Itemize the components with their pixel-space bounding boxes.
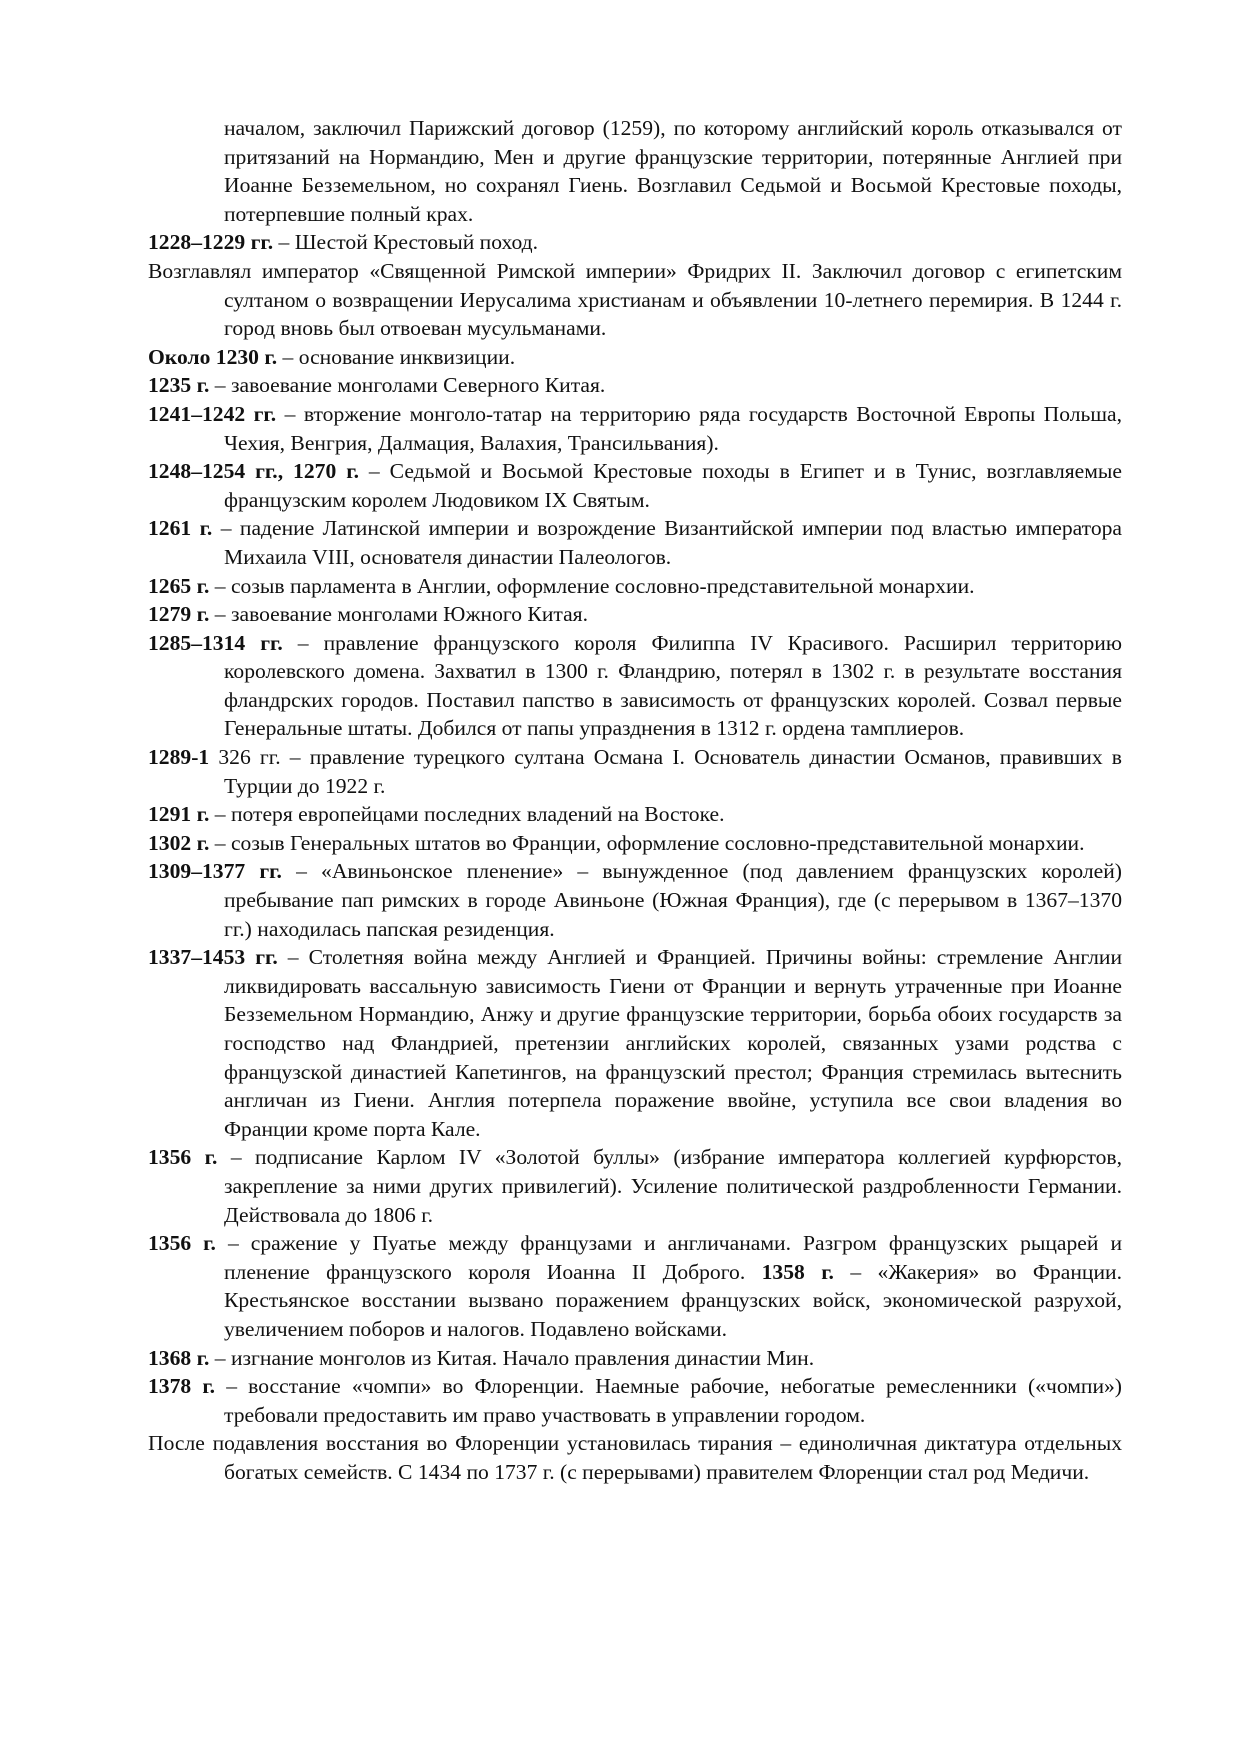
entry-date: Около 1230 г. [148, 344, 278, 369]
chronology-entry [148, 943, 1122, 1143]
chronology-entry [148, 514, 1122, 571]
entry-date: 1291 г. [148, 802, 210, 827]
entry-date: 1356 г. [148, 1145, 218, 1170]
entry-text: – «Авиньонское пленение» – вынужденное (под давлением французских королей) пребывание пап римских в городе Авиньоне (Южная Франция), где (с перерывом в 1367–1370 гг.) находилась папская резиденция. [224, 859, 1122, 941]
entry-date: 1309–1377 гг. [148, 859, 282, 884]
entry-date: 1248–1254 гг., 1270 г. [148, 459, 359, 484]
chronology-entry [148, 257, 1122, 343]
entry-text: – «Жакерия» во Франции. Крестьянское восстании вызвано поражением французских войск, экономической разрухой, увеличением поборов и налогов. Подавлено войсками. [224, 1259, 1122, 1341]
chronology-list [148, 228, 1122, 1486]
entry-date: 1356 г. [148, 1231, 216, 1256]
chronology-entry [148, 1429, 1122, 1486]
chronology-entry [148, 371, 1122, 400]
entry-date: 1285–1314 гг. [148, 630, 283, 655]
chronology-entry [148, 457, 1122, 514]
entry-text: – восстание «чомпи» во Флоренции. Наемные рабочие, небогатые ремесленники («чомпи») требовали предоставить им право участвовать в управлении городом. [215, 1374, 1122, 1427]
chronology-entry [148, 1229, 1122, 1343]
entry-date: 1265 г. [148, 573, 210, 598]
chronology-entry [148, 743, 1122, 800]
entry-text: 326 гг. – правление турецкого султана Османа I. Основатель династии Османов, правивших в Турции до 1922 г. [209, 745, 1122, 798]
entry-date: 1279 г. [148, 602, 210, 627]
entry-text: – созыв парламента в Англии, оформление сословно-представительной монархии. [209, 573, 975, 598]
chronology-entry [148, 629, 1122, 743]
entry-text: – завоевание монголами Южного Китая. [209, 602, 588, 627]
entry-text: – завоевание монголами Северного Китая. [209, 373, 606, 398]
entry-text: – вторжение монголо-татар на территорию ряда государств Восточной Европы Польша, Чехия, Венгрия, Далмация, Валахия, Трансильвания). [224, 401, 1122, 455]
entry-text: – Шестой Крестовый поход. [273, 230, 539, 255]
chronology-entry [148, 343, 1122, 372]
chronology-entry [148, 800, 1122, 829]
entry-date: 1337–1453 гг. [148, 945, 278, 970]
chronology-entry [148, 1143, 1122, 1229]
chronology-entry [148, 600, 1122, 629]
entry-date: 1302 г. [148, 830, 210, 855]
entry-text: – основание инквизиции. [277, 344, 516, 369]
chronology-entry [148, 572, 1122, 601]
entry-text: После подавления восстания во Флоренции установилась тирания – единоличная диктатура отдельных богатых семейств. С 1434 по 1737 г. (с перерывами) правителем Флоренции стал род Медичи. [148, 1431, 1122, 1484]
entry-date: 1378 г. [148, 1374, 216, 1399]
document-page [148, 114, 1122, 1487]
entry-date: 1289-1 [148, 745, 210, 770]
entry-text: – правление французского короля Филиппа IV Красивого. Расширил территорию королевского домена. Захватил в 1300 г. Фландрию, потерял в 1302 г. в результате восстания фландрских городов. Поставил папство в зависимость от французских королей. Созвал первые Генеральные штаты. Добился от папы упразднения в 1312 г. ордена тамплиеров. [224, 630, 1122, 741]
entry-text: – изгнание монголов из Китая. Начало правления династии Мин. [209, 1345, 815, 1370]
entry-text: Возглавлял император «Священной Римской империи» Фридрих II. Заключил договор с египетским султаном о возвращении Иерусалима христианам и объявлении 10-летнего перемирия. В 1244 г. город вновь был отвоеван мусульманами. [148, 258, 1122, 341]
entry-text: – подписание Карлом IV «Золотой буллы» (избрание императора коллегией курфюрстов, закрепление за ними других привилегий). Усиление политической раздробленности Германии. Действовала до 1806 г. [217, 1145, 1122, 1227]
entry-text: – Столетняя война между Англией и Францией. Причины войны: стремление Англии ликвидировать вассальную зависимость Гиени от Франции и вернуть утраченные при Иоанне Безземельном Нормандию, Анжу и другие французские территории, борьба обоих государств за господство над Фландрией, претензии английских королей, связанных узами родства с французской династией Капетингов, на французский престол; Франция стремилась вытеснить англичан из Гиени. Англия потерпела поражение ввойне, уступила все свои владения во Франции кроме порта Кале. [224, 945, 1122, 1141]
entry-date: 1261 г. [148, 516, 213, 541]
chronology-entry [148, 1344, 1122, 1373]
entry-text: – Седьмой и Восьмой Крестовые походы в Египет и в Тунис, возглавляемые французским королем Людовиком IX Святым. [224, 459, 1122, 512]
entry-date: 1228–1229 гг. [148, 230, 274, 255]
entry-date: 1368 г. [148, 1345, 210, 1370]
entry-text: – сражение у Пуатье между французами и англичанами. Разгром французских рыцарей и пленение французского короля Иоанна II Доброго. [215, 1231, 1123, 1284]
chronology-entry [148, 829, 1122, 858]
entry-text: – потеря европейцами последних владений на Востоке. [209, 802, 725, 827]
chronology-entry [148, 1372, 1122, 1429]
chronology-entry [148, 228, 1122, 257]
entry-date: 1358 г. [761, 1259, 834, 1284]
chronology-entry [148, 857, 1122, 943]
entry-text: – падение Латинской империи и возрождение Византийской империи под властью императора Михаила VIII, основателя династии Палеологов. [212, 516, 1122, 569]
entry-date: 1235 г. [148, 373, 210, 398]
continuation-paragraph: началом, заключил Парижский договор (1259), по которому английский король отказывался от притязаний на Нормандию, Мен и другие французские территории, потерянные Англией при Иоанне Безземельном, но сохранял Гиень. Возглавил Седьмой и Восьмой Крестовые походы, потерпевшие полный крах. [224, 116, 1122, 226]
entry-text: – созыв Генеральных штатов во Франции, оформление сословно-представительной монархии. [209, 830, 1085, 855]
chronology-entry [148, 400, 1122, 457]
entry-date: 1241–1242 гг. [148, 401, 277, 426]
